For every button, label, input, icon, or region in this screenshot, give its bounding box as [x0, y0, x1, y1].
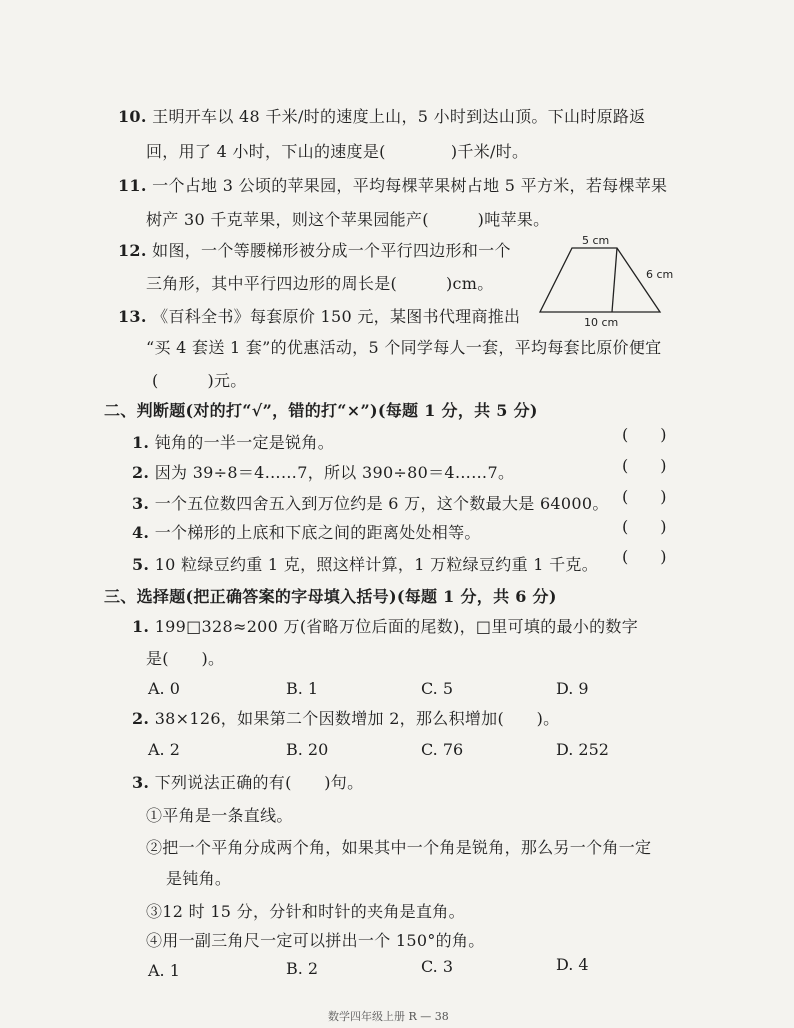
trapezoid-figure [530, 228, 690, 328]
judge-item-1 [132, 432, 334, 454]
item-number: 3. [132, 494, 150, 513]
statement-1: ①平角是一条直线。 [146, 806, 293, 825]
section-judge-title: 二、判断题(对的打“√”，错的打“×”)(每题 1 分，共 5 分) [104, 401, 538, 420]
question-text: 如图，一个等腰梯形被分成一个平行四边形和一个 [152, 241, 511, 260]
question-10-line2: 回，用了 4 小时，下山的速度是( )千米/时。 [146, 142, 529, 161]
choice-2-option-d[interactable]: D. 252 [556, 740, 609, 759]
choice-question-1 [132, 616, 638, 638]
item-number: 1. [132, 617, 150, 636]
item-text: 因为 39÷8＝4……7，所以 390÷80＝4……7。 [154, 463, 515, 482]
choice-3-option-d[interactable]: D. 4 [556, 955, 589, 974]
item-text: 38×126，如果第二个因数增加 2，那么积增加( )。 [154, 709, 560, 728]
judge-answer-2[interactable]: ( ) [622, 456, 667, 475]
question-number: 10. [118, 107, 147, 126]
choice-1-option-a[interactable]: A. 0 [148, 679, 180, 698]
judge-answer-1[interactable]: ( ) [622, 425, 667, 444]
question-text: 《百科全书》每套原价 150 元，某图书代理商推出 [152, 307, 521, 326]
statement-2: ②把一个平角分成两个角，如果其中一个角是锐角，那么另一个角一定 [146, 838, 652, 857]
item-text: 199□328≈200 万(省略万位后面的尾数)，□里可填的最小的数字 [154, 617, 639, 636]
question-number: 13. [118, 307, 147, 326]
question-12 [118, 240, 511, 262]
question-13-line2: “买 4 套送 1 套”的优惠活动，5 个同学每人一套，平均每套比原价便宜 [146, 338, 662, 357]
choice-1-option-d[interactable]: D. 9 [556, 679, 589, 698]
judge-answer-3[interactable]: ( ) [622, 487, 667, 506]
item-number: 5. [132, 555, 150, 574]
statement-4: ④用一副三角尺一定可以拼出一个 150°的角。 [146, 931, 485, 950]
choice-question-2 [132, 708, 559, 730]
question-number: 11. [118, 176, 147, 195]
question-12-line2: 三角形，其中平行四边形的周长是( )cm。 [146, 274, 494, 293]
dividing-line [612, 248, 617, 312]
item-text: 一个五位数四舍五入到万位约是 6 万，这个数最大是 64000。 [154, 494, 609, 513]
page-footer: 数学四年级上册 R — 38 [328, 1010, 449, 1023]
judge-item-2 [132, 462, 514, 484]
judge-item-3 [132, 493, 609, 515]
question-10 [118, 106, 646, 128]
choice-3-option-b[interactable]: B. 2 [286, 959, 319, 978]
judge-answer-4[interactable]: ( ) [622, 517, 667, 536]
judge-item-5 [132, 554, 598, 576]
item-number: 2. [132, 709, 150, 728]
label-top: 5 cm [582, 234, 610, 247]
judge-answer-5[interactable]: ( ) [622, 547, 667, 566]
item-number: 4. [132, 523, 150, 542]
statement-3: ③12 时 15 分，分针和时针的夹角是直角。 [146, 902, 465, 921]
question-13-line3: ( )元。 [152, 371, 247, 390]
item-number: 1. [132, 433, 150, 452]
choice-2-option-b[interactable]: B. 20 [286, 740, 329, 759]
statement-2-cont: 是钝角。 [166, 869, 232, 888]
choice-3-option-a[interactable]: A. 1 [148, 961, 180, 980]
trapezoid-outline [540, 248, 660, 312]
question-11-line2: 树产 30 千克苹果，则这个苹果园能产( )吨苹果。 [146, 210, 550, 229]
item-number: 2. [132, 463, 150, 482]
question-text: 一个占地 3 公顷的苹果园，平均每棵苹果树占地 5 平方米，若每棵苹果 [152, 176, 668, 195]
choice-1-option-c[interactable]: C. 5 [421, 679, 454, 698]
label-side: 6 cm [646, 268, 674, 281]
choice-question-1-line2: 是( )。 [146, 649, 225, 668]
question-text: 王明开车以 48 千米/时的速度上山，5 小时到达山顶。下山时原路返 [152, 107, 646, 126]
item-text: 下列说法正确的有( )句。 [154, 773, 364, 792]
choice-3-option-c[interactable]: C. 3 [421, 957, 454, 976]
choice-question-3 [132, 772, 363, 794]
item-text: 10 粒绿豆约重 1 克，照这样计算，1 万粒绿豆约重 1 千克。 [154, 555, 599, 574]
judge-item-4 [132, 522, 481, 544]
question-13 [118, 306, 520, 328]
item-number: 3. [132, 773, 150, 792]
item-text: 一个梯形的上底和下底之间的距离处处相等。 [154, 523, 481, 542]
choice-1-option-b[interactable]: B. 1 [286, 679, 319, 698]
label-bottom: 10 cm [584, 316, 619, 328]
choice-2-option-a[interactable]: A. 2 [148, 740, 180, 759]
section-choice-title: 三、选择题(把正确答案的字母填入括号)(每题 1 分，共 6 分) [104, 587, 557, 606]
item-text: 钝角的一半一定是锐角。 [154, 433, 335, 452]
question-11 [118, 175, 667, 197]
question-number: 12. [118, 241, 147, 260]
choice-2-option-c[interactable]: C. 76 [421, 740, 464, 759]
